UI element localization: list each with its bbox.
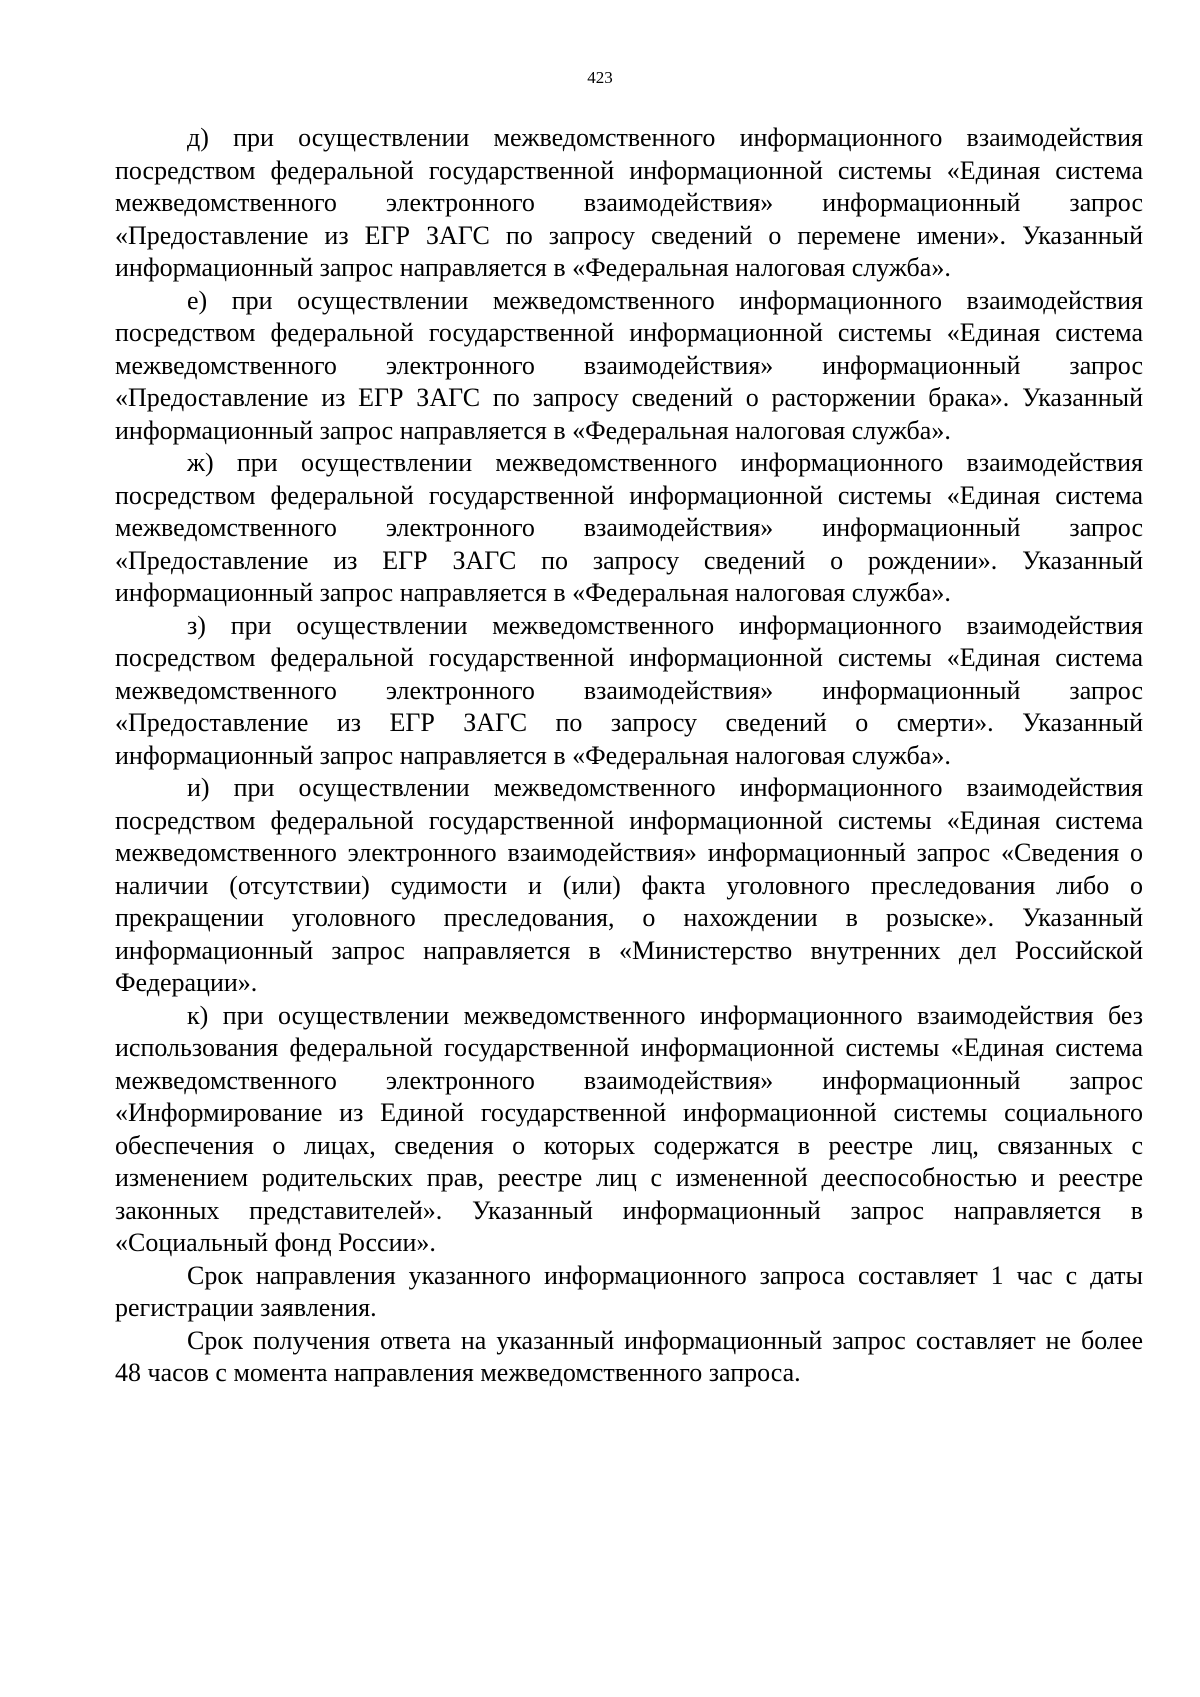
paragraph-i: и) при осуществлении межведомственного информационного взаимодействия посредством федеральной государственной информационной системы «Единая система межведомственного электронного взаимодействия» информационный запрос «Сведения о наличии (отсутствии) судимости и (или) факта уголовного преследования либо о прекращении уголовного преследования, о нахождении в розыске». Указанный информационный запрос направляется в «Министерство внутренних дел Российской Федерации». [115, 773, 1143, 997]
paragraph-k: к) при осуществлении межведомственного информационного взаимодействия без использования федеральной государственной информационной системы «Единая система межведомственного электронного взаимодействия» информационный запрос «Информирование из Единой государственной информационной системы социального обеспечения о лицах, сведения о которых содержатся в реестре лиц, связанных с изменением родительских прав, реестре лиц с измененной дееспособностью и реестре законных представителей». Указанный информационный запрос направляется в «Социальный фонд России». [115, 1000, 1143, 1257]
paragraph-request-deadline: Срок направления указанного информационного запроса составляет 1 час с даты регистрации заявления. [115, 1260, 1143, 1322]
paragraph-zh: ж) при осуществлении межведомственного информационного взаимодействия посредством федеральной государственной информационной системы «Единая система межведомственного электронного взаимодействия» информационный запрос «Предоставление из ЕГР ЗАГС по запросу сведений о рождении». Указанный информационный запрос направляется в «Федеральная налоговая служба». [115, 448, 1143, 607]
document-body [115, 122, 1143, 1390]
paragraph-response-deadline: Срок получения ответа на указанный информационный запрос составляет не более 48 часов с момента направления межведомственного запроса. [115, 1325, 1143, 1387]
paragraph-z: з) при осуществлении межведомственного информационного взаимодействия посредством федеральной государственной информационной системы «Единая система межведомственного электронного взаимодействия» информационный запрос «Предоставление из ЕГР ЗАГС по запросу сведений о смерти». Указанный информационный запрос направляется в «Федеральная налоговая служба». [115, 610, 1143, 770]
page-number: 423 [587, 68, 613, 87]
paragraph-d: д) при осуществлении межведомственного информационного взаимодействия посредством федеральной государственной информационной системы «Единая система межведомственного электронного взаимодействия» информационный запрос «Предоставление из ЕГР ЗАГС по запросу сведений о перемене имени». Указанный информационный запрос направляется в «Федеральная налоговая служба». [115, 123, 1143, 282]
paragraph-e: е) при осуществлении межведомственного информационного взаимодействия посредством федеральной государственной информационной системы «Единая система межведомственного электронного взаимодействия» информационный запрос «Предоставление из ЕГР ЗАГС по запросу сведений о расторжении брака». Указанный информационный запрос направляется в «Федеральная налоговая служба». [115, 285, 1143, 445]
